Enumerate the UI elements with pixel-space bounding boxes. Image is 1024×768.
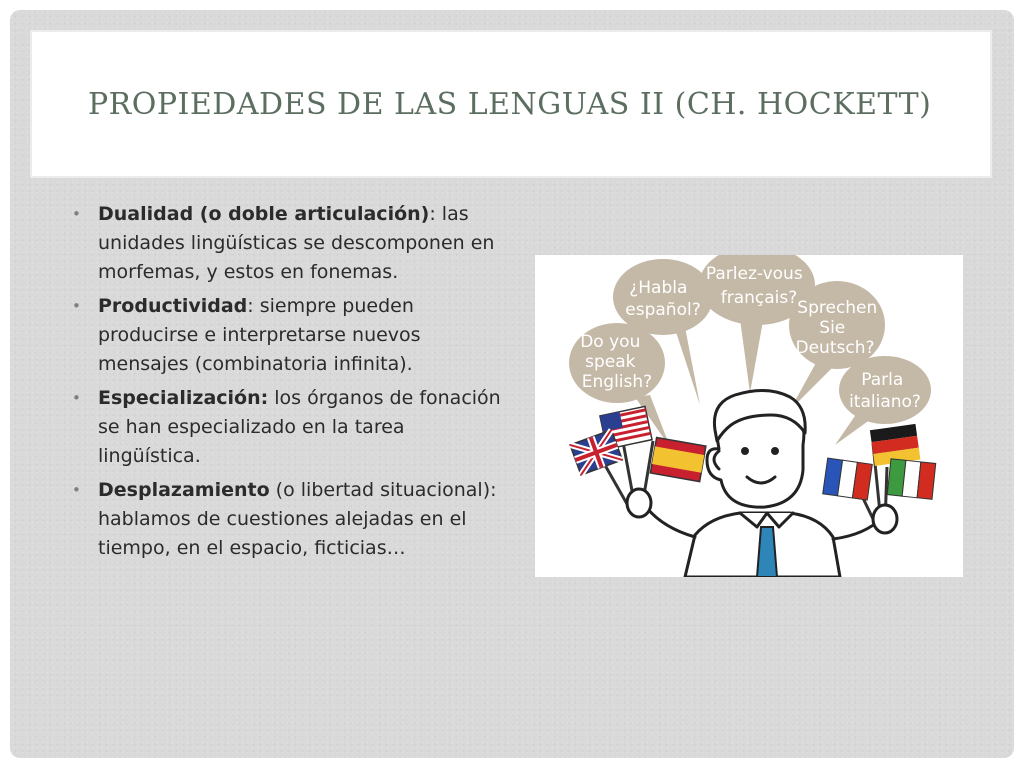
bullet-dot: • — [72, 481, 81, 499]
bubble-line: Sprechen — [797, 298, 878, 318]
multilingual-illustration — [535, 255, 963, 577]
right-hand — [873, 505, 897, 533]
left-hand — [627, 489, 651, 517]
bullet-item — [72, 200, 502, 287]
bubble-line: italiano? — [849, 392, 921, 412]
bubble-line: Do you — [580, 332, 641, 352]
bubble-line: Parlez-vous — [705, 264, 803, 284]
bullet-list — [72, 200, 502, 568]
bullet-text: las unidades lingüísticas se descomponen en morfemas, y estos en fonemas. — [98, 203, 495, 283]
bullet-term: Especialización: — [98, 387, 269, 409]
title-box — [30, 30, 992, 178]
bullet-text: (o libertad situacional): hablamos de cuestiones alejadas en el tiempo, en el espacio, ficticias… — [98, 479, 497, 559]
bullet-text: siempre pueden producirse e interpretarse nuevos mensajes (combinatoria infinita). — [98, 295, 421, 375]
bullet-term: Desplazamiento — [98, 479, 270, 501]
bullet-item — [72, 292, 502, 379]
bullet-dot: • — [72, 205, 81, 223]
tie-icon — [757, 527, 777, 577]
bullet-term: Dualidad (o doble articulación) — [98, 203, 430, 225]
bubble-line: ¿Habla — [629, 278, 688, 298]
slide — [10, 10, 1014, 758]
bubble-line: Sie — [819, 318, 846, 338]
bullet-item — [72, 384, 502, 471]
bubble-line: speak — [585, 352, 636, 372]
bullet-text: los órganos de fonación se han especializado en la tarea lingüística. — [98, 387, 501, 467]
bullet-item — [72, 476, 502, 563]
bubble-line: Parla — [861, 370, 904, 390]
bubble-line: español? — [625, 300, 701, 320]
bubble-line: Deutsch? — [795, 338, 875, 358]
bullet-term: Productividad — [98, 295, 248, 317]
bubble-line: English? — [581, 372, 653, 392]
flag-france-icon — [823, 458, 875, 523]
bullet-separator: : — [247, 295, 254, 317]
slide-title: PROPIEDADES DE LAS LENGUAS II (CH. HOCKETT) — [88, 86, 932, 122]
bullet-dot: • — [72, 297, 81, 315]
bullet-dot: • — [72, 389, 81, 407]
bubble-line: français? — [720, 288, 798, 308]
bullet-separator: : — [429, 203, 436, 225]
